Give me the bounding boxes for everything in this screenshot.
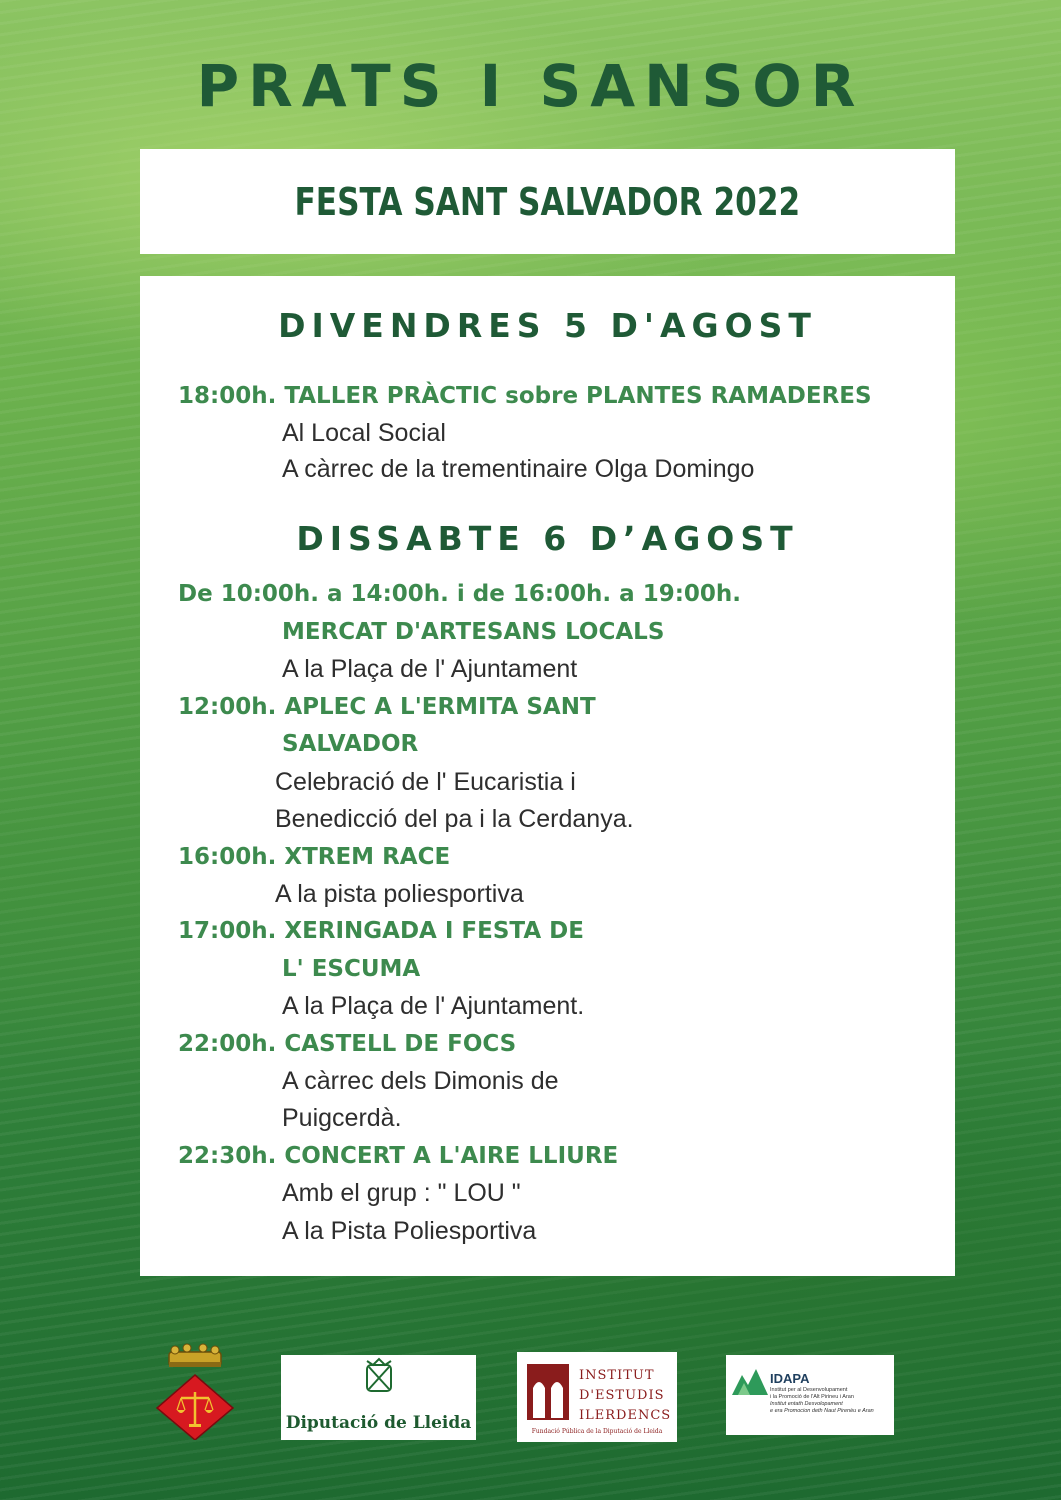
coat-of-arms-logo [155,1340,235,1440]
event-title: 12:00h. APLEC A L'ERMITA SANT [178,694,596,720]
event-title: 22:30h. CONCERT A L'AIRE LLIURE [178,1143,619,1169]
event-title: SALVADOR [282,731,419,757]
event-detail: Celebració de l' Eucaristia i [275,768,576,796]
iel-arches-icon [525,1362,571,1422]
event-detail: A la Plaça de l' Ajuntament. [282,992,585,1020]
idapa-text-line: e era Promocion deth Naut Pirenèu e Aran [770,1408,874,1414]
event-title: L' ESCUMA [282,956,421,982]
event-detail: Puigcerdà. [282,1104,402,1132]
program-panel [140,276,955,1276]
idapa-text-line: Institut per al Desenvolupament [770,1387,848,1393]
event-detail: Benedicció del pa i la Cerdanya. [275,805,634,833]
day-heading-saturday: DISSABTE 6 D’AGOST [296,519,799,558]
event-title: 17:00h. XERINGADA I FESTA DE [178,918,584,944]
event-title: 22:00h. CASTELL DE FOCS [178,1031,517,1057]
subtitle-banner [140,149,955,254]
idapa-label: IDAPA [770,1371,810,1386]
iel-text-line: INSTITUT [579,1368,655,1383]
idapa-logo [726,1355,894,1435]
event-title: De 10:00h. a 14:00h. i de 16:00h. a 19:00h. [178,581,742,607]
diputacio-lleida-logo [281,1355,476,1440]
iel-logo [517,1352,677,1442]
event-title: 16:00h. XTREM RACE [178,844,451,870]
event-detail: A la pista poliesportiva [275,880,524,908]
festival-subtitle: FESTA SANT SALVADOR 2022 [294,179,801,224]
idapa-text-line: Institut entath Desvolopament [770,1401,843,1407]
idapa-text-line: i la Promoció de l'Alt Pirineu i Aran [770,1394,854,1400]
event-title: 18:00h. TALLER PRÀCTIC sobre PLANTES RAMADERES [178,383,872,409]
event-detail: A càrrec de la trementinaire Olga Domingo [282,455,755,483]
event-detail: A la Plaça de l' Ajuntament [282,655,578,683]
event-title: MERCAT D'ARTESANS LOCALS [282,619,665,645]
diputacio-emblem-icon [281,1355,476,1405]
event-detail: Al Local Social [282,419,446,447]
event-detail: A càrrec dels Dimonis de [282,1067,559,1095]
iel-footer: Fundació Pública de la Diputació de Lleida [531,1428,663,1435]
iel-text-line: D'ESTUDIS [579,1388,665,1403]
iel-text-line: ILERDENCS [579,1408,672,1423]
diputacio-label: Diputació de Lleida [285,1413,472,1433]
idapa-mountain-icon [732,1365,768,1395]
day-heading-friday: DIVENDRES 5 D'AGOST [278,306,817,345]
page-title: PRATS I SANSOR [196,52,865,120]
event-detail: A la Pista Poliesportiva [282,1217,537,1245]
event-detail: Amb el grup : " LOU " [282,1179,521,1207]
